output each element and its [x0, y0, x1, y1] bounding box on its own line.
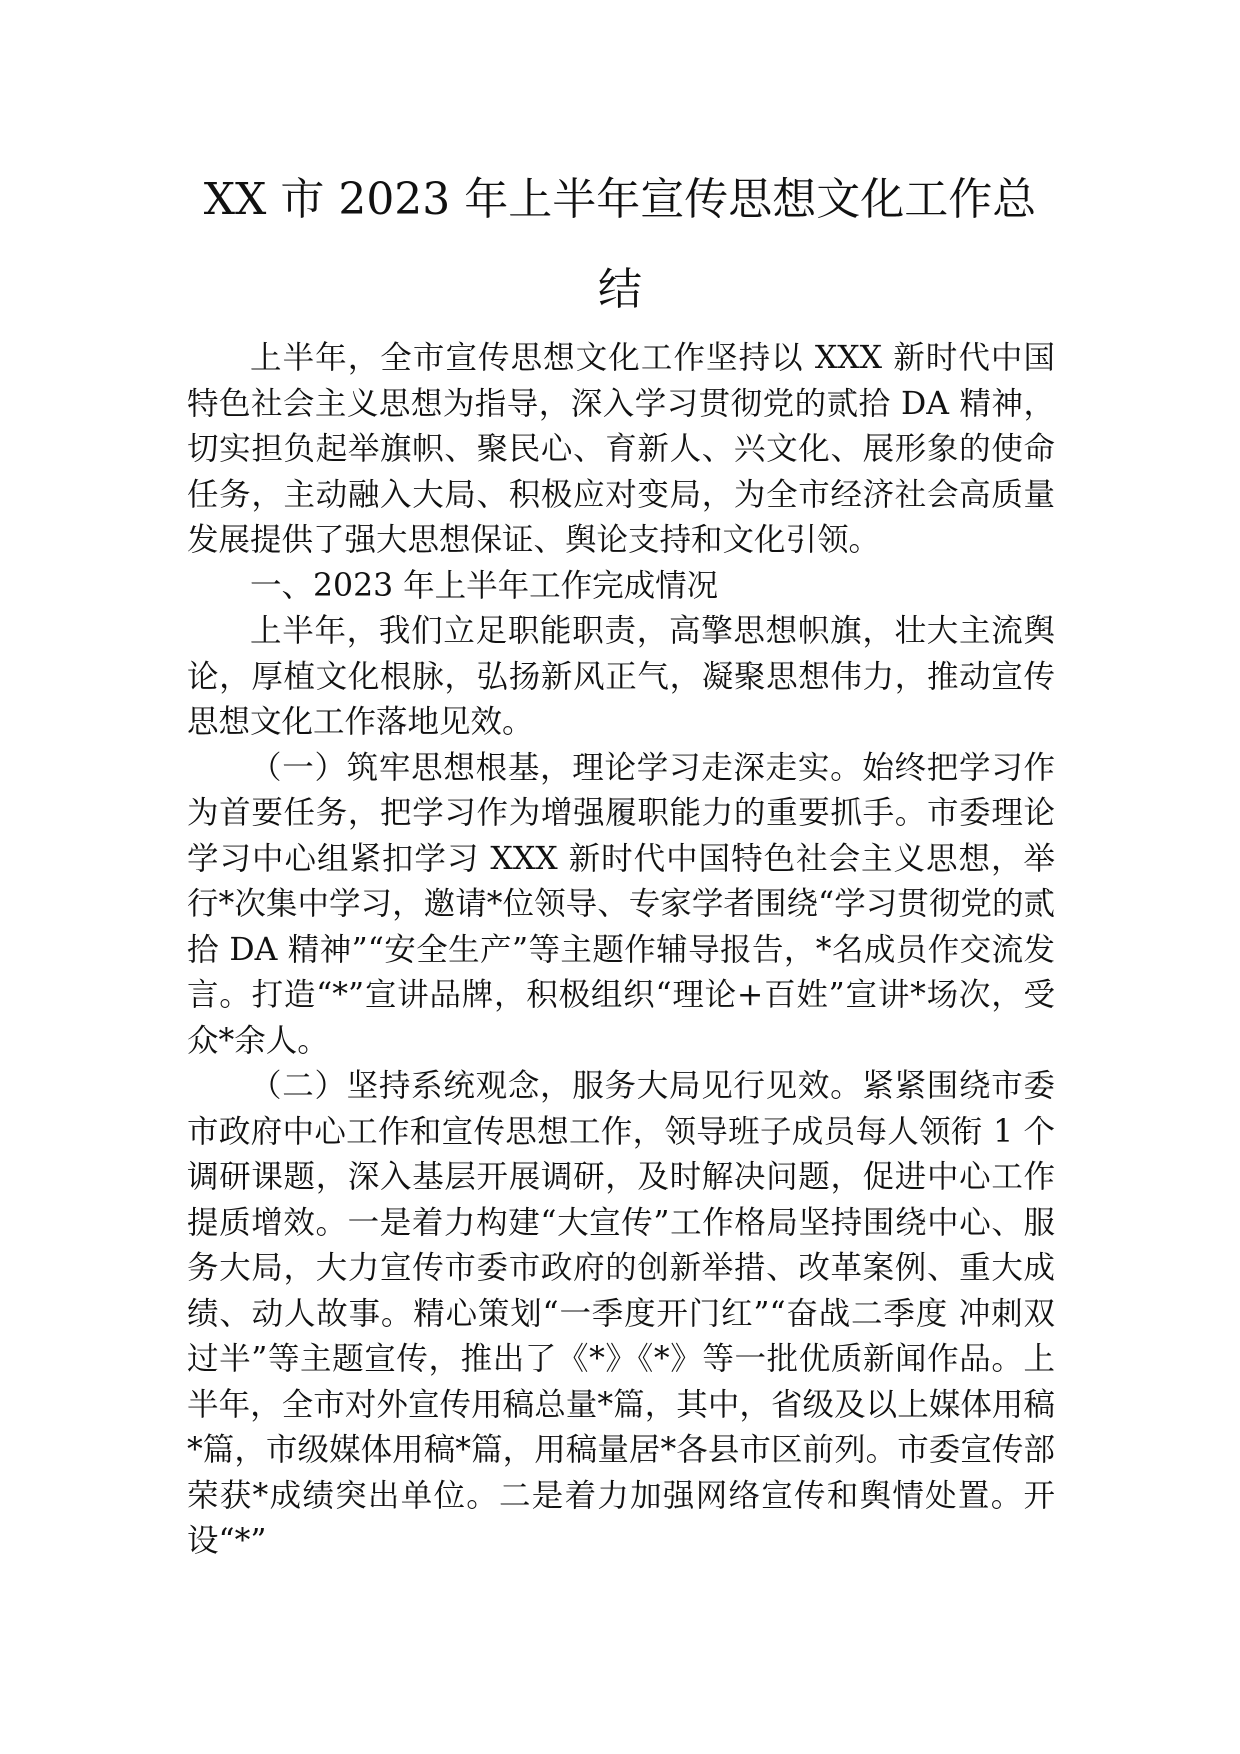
paragraph-intro: 上半年，全市宣传思想文化工作坚持以 XXX 新时代中国特色社会主义思想为指导，深入学习贯彻党的贰拾 DA 精神，切实担负起举旗帜、聚民心、育新人、兴文化、展形象的使命任务，主动融入大局、积极应对变局，为全市经济社会高质量发展提供了强大思想保证、舆论支持和文化引领。 [187, 340, 1055, 558]
paragraph-overview: 上半年，我们立足职能职责，高擎思想帜旗，壮大主流舆论，厚植文化根脉，弘扬新风正气，凝聚思想伟力，推动宣传思想文化工作落地见效。 [187, 613, 1055, 740]
paragraph-item-1: （一）筑牢思想根基，理论学习走深走实。始终把学习作为首要任务，把学习作为增强履职能力的重要抓手。市委理论学习中心组紧扣学习 XXX 新时代中国特色社会主义思想，举行*次集中学习，邀请*位领导、专家学者围绕“学习贯彻党的贰拾 DA 精神”“安全生产”等主题作辅导报告，*名成员作交流发言。打造“*”宣讲品牌，积极组织“理论+百姓”宣讲*场次，受众*余人。 [187, 749, 1055, 1059]
document-title-line-2: 结 [598, 264, 642, 315]
paragraph-item-2: （二）坚持系统观念，服务大局见行见效。紧紧围绕市委市政府中心工作和宣传思想工作，领导班子成员每人领衔 1 个调研课题，深入基层开展调研，及时解决问题，促进中心工作提质增效。一是着力构建“大宣传”工作格局坚持围绕中心、服务大局，大力宣传市委市政府的创新举措、改革案例、重大成绩、动人故事。精心策划“一季度开门红”“奋战二季度 冲刺双过半”等主题宣传，推出了《*》《*》等一批优质新闻作品。上半年，全市对外宣传用稿总量*篇，其中，省级及以上媒体用稿*篇，市级媒体用稿*篇，用稿量居*各县市区前列。市委宣传部荣获*成绩突出单位。二是着力加强网络宣传和舆情处置。开设“*” [187, 1068, 1055, 1559]
section-heading-1: 一、2023 年上半年工作完成情况 [250, 567, 719, 604]
document-body [187, 336, 1055, 1565]
document-title-line-1: XX 市 2023 年上半年宣传思想文化工作总 [203, 174, 1037, 225]
